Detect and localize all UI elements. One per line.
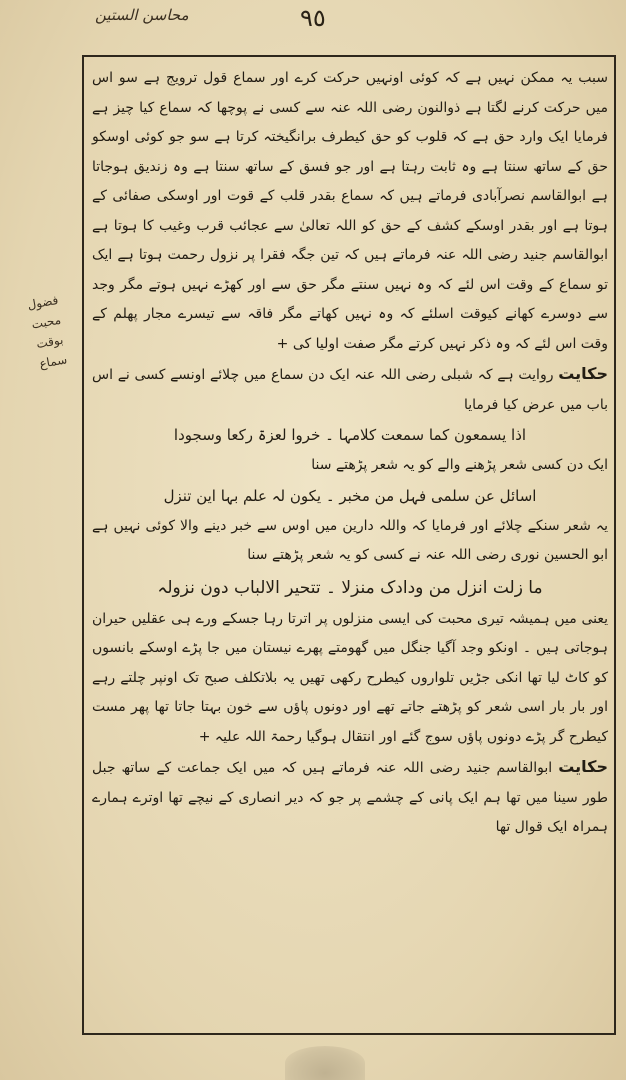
paragraph: یعنی میں ہمیشہ تیری محبت کی ایسی منزلوں پر اترتا رہا جسکے ورے ہی عقلیں حیران ہوجاتی ہیں ۔ اونکو وجد آگیا جنگل میں گھومتے پھرے نیستان میں جا پڑے اوسکے بانسوں کو کاٹ لیا تھا انکی جڑیں تلواروں کیطرح رکھی تھیں یہ بلاتکلف صبح تک اونپر چلتے رہے اور بار بار اسی شعر کو پڑھتے جاتے تھے اور دونوں پاؤں سے خون بہتا جاتا تھا پھر مست کیطرح گر پڑے دونوں پاؤں سوج گئے اور انتقال ہوگیا رحمۃ اللہ علیہ + (92, 610, 608, 745)
verse: ما زلت انزل من ودادک منزلا ۔ تتحیر الالباب دون نزولہ (157, 577, 543, 598)
hikayat-text: روایت ہے کہ شبلی رضی اللہ عنہ ایک دن سماع میں چلائے اونسے کسی نے اس باب میں عرض کیا فرمایا (92, 367, 608, 413)
paragraph: سبب یہ ممکن نہیں ہے کہ کوئی اونہیں حرکت کرے اور سماع قول ترویج ہے سو اس میں حرکت کرنے لگتا ہے ذوالنون رضی اللہ عنہ سے کسی نے پوچھا کہ سماع کیا چیز ہے فرمایا ایک وارد حق ہے کہ قلوب کو حق کیطرف برانگیختہ کرتا ہے سو جو کوئی اوسکو حق کے ساتھ سنتا ہے وہ ثابت رہتا ہے اور جو فسق کے ساتھ سنتا ہے وہ زندیق ہوجاتا ہے ابوالقاسم نصرآبادی فرماتے ہیں کہ سماع بقدر قلب کے قوت اور اوسکی صفائی کے ہوتا ہے اور بقدر اوسکے کشف کے حق کو اللہ تعالیٰ سے عجائب قرب وغیب کا ہوتا ہے ابوالقاسم جنید رضی اللہ عنہ فرماتے ہیں کہ تین جگہ فقرا پر نزول رحمت ہوتا ہے ایک تو سماع کے وقت اس لئے کہ وہ نہیں سنتے مگر حق سے اور کھڑے نہیں ہوتے مگر وجد سے دوسرے کھانے کیوقت اسلئے کہ وہ نہیں کھاتے مگر فاقہ سے تیسرے مجار پھلم کے وقت اس لئے کہ وہ ذکر نہیں کرتے مگر صفت اولیا کی + (92, 70, 608, 352)
library-stamp (285, 1046, 365, 1080)
margin-note-line: بوقت سماع (35, 332, 69, 371)
margin-note (15, 288, 80, 376)
hikayat-paragraph (92, 752, 608, 843)
body-text (92, 64, 608, 843)
verse: اذا یسمعون کما سمعت کلامہا ۔ خروا لعزۃ رکعا وسجودا (173, 426, 527, 444)
running-title: محاسن الستین (95, 6, 189, 24)
hikayat-paragraph (92, 359, 608, 420)
page-number: ٩٥ (300, 4, 326, 32)
hikayat-heading: حکایت (558, 364, 608, 383)
paragraph: ایک دن کسی شعر پڑھنے والے کو یہ شعر پڑھتے سنا (311, 457, 608, 473)
verse: اسائل عن سلمی فہل من مخبر ۔ یکون لہ علم بہا این تنزل (163, 486, 537, 505)
paragraph: یہ شعر سنکے چلائے اور فرمایا کہ واللہ دارین میں اوس سے خبر دینے والا کوئی نہیں ہے ابو الحسین نوری رضی اللہ عنہ نے کسی کو یہ شعر پڑھتے سنا (92, 517, 608, 563)
hikayat-heading: حکایت (558, 757, 608, 776)
margin-note-line: فضول محبت (26, 292, 63, 332)
hikayat-text: ابوالقاسم جنید رضی اللہ عنہ فرماتے ہیں کہ میں ایک جماعت کے ساتھ جبل طور سینا میں تھا ہم ایک پانی کے چشمے پر جو کہ دیر انصاری کے نیچے تھا اوترے ہمارے ہمراہ ایک قوال تھا (92, 760, 608, 835)
